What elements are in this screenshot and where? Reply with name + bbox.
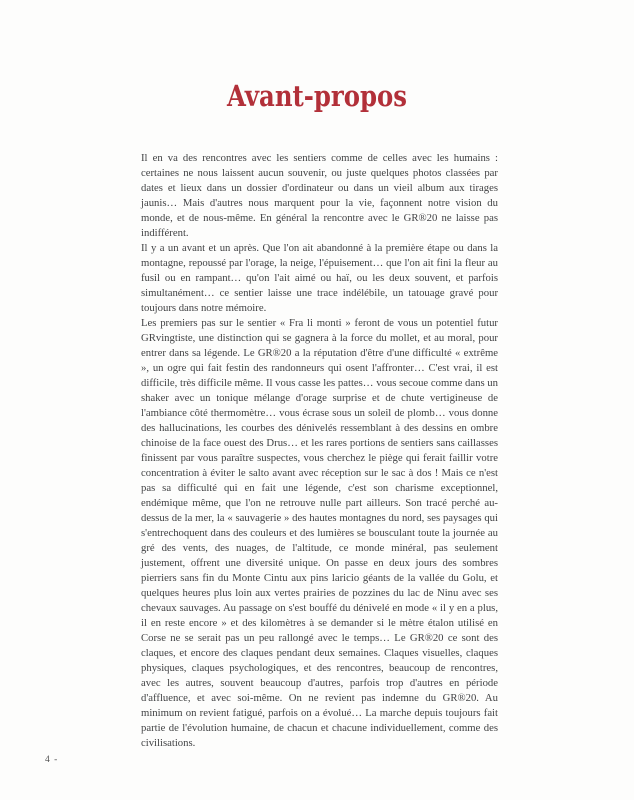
- paragraph: Les premiers pas sur le sentier « Fra li monti » feront de vous un potentiel futur GRvingtiste, une distinction qui se gagnera à la force du mollet, et au moral, pour entrer dans sa légende. Le GR®20 a la réputation d'être d'une difficulté « extrême », un ogre qui fait festin des randonneurs qui osent l'affronter… C'est vrai, il est difficile, très difficile même. Il vous casse les pattes… vous secoue comme dans un shaker avec un tonique mélange d'orage surprise et de chute vertigineuse de l'ambiance côté thermomètre… vous écrase sous un soleil de plomb… vous donne des hallucinations, les courbes des dénivelés ressemblant à des dessins en ombre chinoise de la face ouest des Drus… et les rares portions de sentiers sans caillasses finissent par vous paraître suspectes, vous cherchez le piège qui ferait faillir votre concentration à éviter le salto avant avec réception sur le sac à dos ! Mais ce n'est pas sa difficulté qui en fait une légende, c'est son charisme exceptionnel, endémique même, que l'on ne retrouve nulle part ailleurs. Son tracé perché au-dessus de la mer, la « sauvagerie » des hautes montagnes du nord, ses paysages qui s'entrechoquent dans des couleurs et des lumières se bousculant toute la journée au gré des vents, des nuages, de l'altitude, ce monde minéral, pas seulement justement, offrent une diversité unique. On passe en deux jours des sombres pierriers sans fin du Monte Cintu aux pins laricio géants de la vallée du Golu, et quelques heures plus loin aux vertes prairies de pozzines du lac de Ninu avec ses chevaux sauvages. Au passage on s'est bouffé du dénivelé en mode « il y en a plus, il en reste encore » et des kilomètres à se demander si le mètre étalon utilisé en Corse ne se serait pas un peu rallongé avec le temps… Le GR®20 ce sont des claques, et encore des claques pendant deux semaines. Claques visuelles, claques physiques, claques psychologiques, et des rencontres, beaucoup de rencontres, avec les autres, souvent beaucoup d'autres, parfois trop d'autres en période d'affluence, et avec soi-même. On ne revient pas indemne du GR®20. Au minimum on revient fatigué, parfois on a évolué… La marche depuis toujours fait partie de l'évolution humaine, de chacun et chacune individuellement, comme des civilisations.: [141, 317, 498, 749]
- preface-text-block: [141, 151, 498, 751]
- page-title: Avant-propos: [226, 79, 408, 113]
- paragraph: Il y a un avant et un après. Que l'on ait abandonné à la première étape ou dans la montagne, repoussé par l'orage, la neige, l'épuisement… que l'on ait fini la fleur au fusil ou en rampant… qu'on l'ait aimé ou haï, ou les deux souvent, et parfois simultanément… ce sentier laisse une trace indélébile, un tatouage gravé pour toujours dans notre mémoire.: [141, 242, 498, 314]
- page-number: 4 -: [45, 755, 59, 765]
- paragraph: Il en va des rencontres avec les sentiers comme de celles avec les humains : certaines ne nous laissent aucun souvenir, ou juste quelques photos classées par dates et lieux dans un dossier d'ordinateur ou dans un vieil album aux tirages jaunis… Mais d'autres nous marquent pour la vie, façonnent notre vision du monde, et de nous-même. En général la rencontre avec le GR®20 ne laisse pas indifférent.: [141, 152, 498, 239]
